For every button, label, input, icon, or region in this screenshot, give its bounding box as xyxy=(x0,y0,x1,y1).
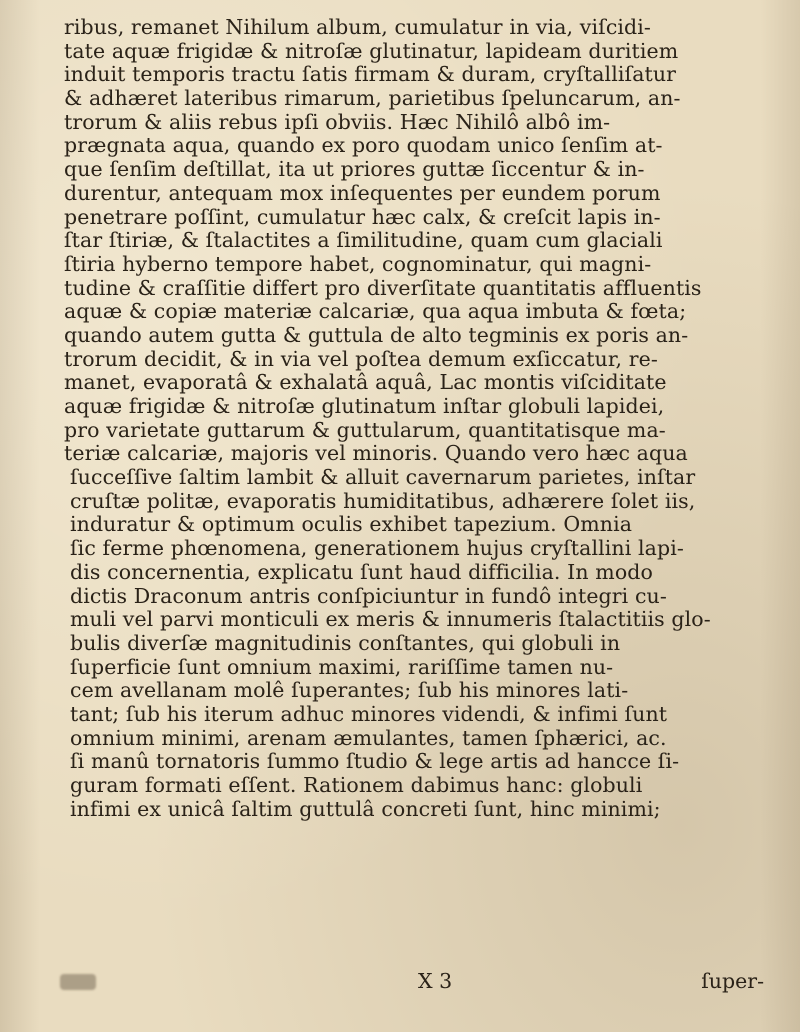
text-line: cruſtæ politæ, evaporatis humiditatibus, adhærere ſolet iis, xyxy=(70,489,696,513)
text-line: prægnata aqua, quando ex poro quodam unico ſenſim at- xyxy=(64,134,663,158)
signature-mark: X 3 xyxy=(418,969,453,993)
text-line: ribus, remanet Nihilum album, cumulatur in via, viſcidi- xyxy=(64,16,651,39)
text-line: ſuperficie ſunt omnium maximi, rariſſime tamen nu- xyxy=(70,655,614,679)
text-line: infimi ex unicâ ſaltim guttulâ concreti ſunt, hinc minimi; xyxy=(70,797,661,821)
text-line: ſucceſſive ſaltim lambit & alluit cavernarum parietes, inſtar xyxy=(70,466,696,490)
text-line: & adhæret lateribus rimarum, parietibus ſpeluncarum, an- xyxy=(64,87,681,111)
text-line: ſtar ſtiriæ, & ſtalactites a ſimilitudine, quam cum glaciali xyxy=(64,229,663,253)
text-line: cem avellanam molê ſuperantes; ſub his minores lati- xyxy=(70,679,629,703)
text-line: induratur & optimum oculis exhibet tapezium. Omnia xyxy=(70,513,633,537)
text-line: trorum & aliis rebus ipſi obviis. Hæc Nihilô albô im- xyxy=(64,110,611,134)
text-line: omnium minimi, arenam æmulantes, tamen ſphærici, ac. xyxy=(70,726,667,750)
text-line: tate aquæ frigidæ & nitroſæ glutinatur, lapideam duritiem xyxy=(64,39,679,63)
text-line: ſi manû tornatoris ſummo ſtudio & lege artis ad hancce ſi- xyxy=(70,750,680,774)
text-line: tudine & craſſitie differt pro diverſitate quantitatis affluentis xyxy=(64,276,702,300)
text-line: dis concernentia, explicatu ſunt haud difficilia. In modo xyxy=(70,560,653,584)
text-line: que ſenſim deſtillat, ita ut priores guttæ ſiccentur & in- xyxy=(64,158,645,182)
text-line: muli vel parvi monticuli ex meris & innumeris ſtalactitiis glo- xyxy=(70,608,711,632)
text-line: durentur, antequam mox inſequentes per eundem porum xyxy=(64,181,661,205)
text-line: ſtiria hyberno tempore habet, cognominatur, qui magni- xyxy=(64,252,652,276)
text-line: pro varietate guttarum & guttularum, quantitatisque ma- xyxy=(64,418,666,442)
text-line: aquæ frigidæ & nitroſæ glutinatum inſtar globuli lapidei, xyxy=(64,395,665,418)
text-line: teriæ calcariæ, majoris vel minoris. Quando vero hæc aqua xyxy=(64,442,688,466)
text-line: tant; ſub his iterum adhuc minores videndi, & infimi ſunt xyxy=(70,702,668,726)
text-line: trorum decidit, & in via vel poſtea demum exſiccatur, re- xyxy=(64,347,658,371)
body-text xyxy=(58,16,770,821)
text-line: ſic ferme phœnomena, generationem hujus cryſtallini lapi- xyxy=(70,537,684,561)
text-line: quando autem gutta & guttula de alto tegminis ex poris an- xyxy=(64,323,689,347)
text-line: aquæ & copiæ materiæ calcariæ, qua aqua imbuta & fœta; xyxy=(64,300,687,324)
catchword: ſuper- xyxy=(701,969,764,993)
text-line: bulis diverſæ magnitudinis conſtantes, qui globuli in xyxy=(70,631,621,655)
text-line: guram formati eſſent. Rationem dabimus hanc: globuli xyxy=(70,774,643,797)
text-line: manet, evaporatâ & exhalatâ aquâ, Lac montis viſciditate xyxy=(64,371,667,395)
text-line: dictis Draconum antris conſpiciuntur in fundô integri cu- xyxy=(70,584,667,608)
text-line: induit temporis tractu ſatis firmam & duram, cryſtalliſatur xyxy=(64,63,677,87)
page-footer xyxy=(58,966,770,1000)
text-line: penetrare poſſint, cumulatur hæc calx, & creſcit lapis in- xyxy=(64,205,661,229)
